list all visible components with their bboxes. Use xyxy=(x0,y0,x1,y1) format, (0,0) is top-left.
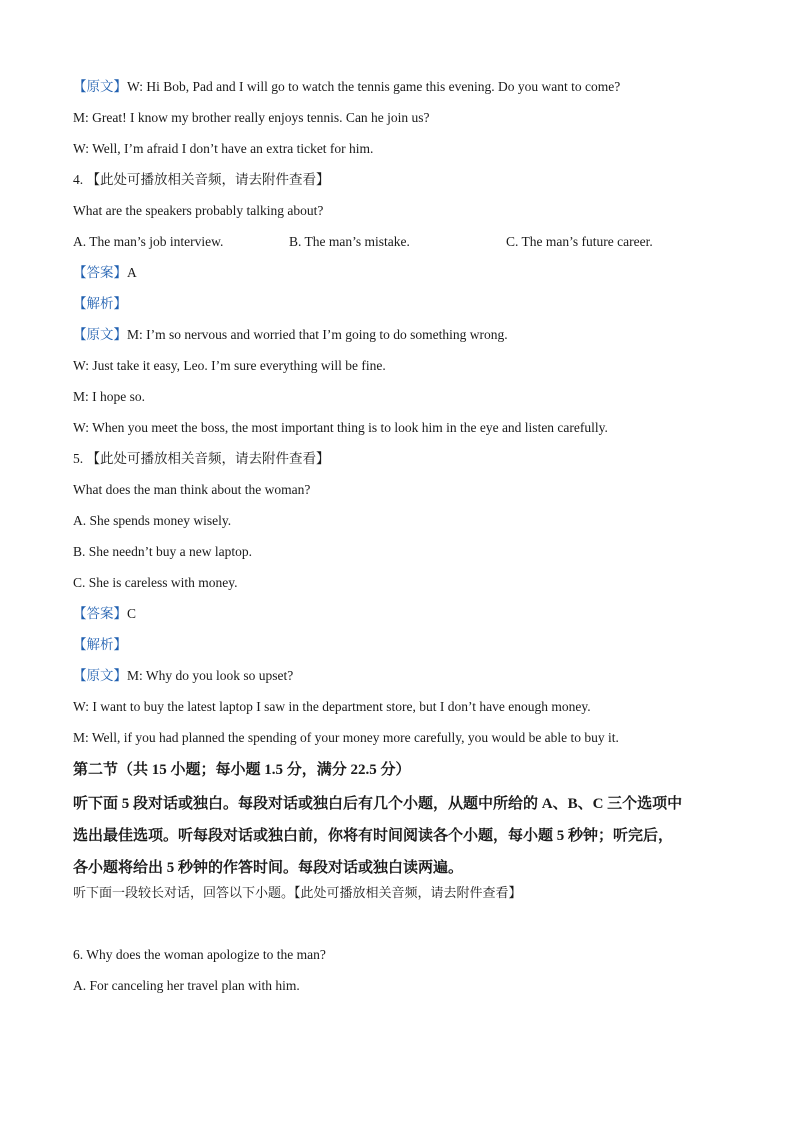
audio-link[interactable]: 4. 【此处可播放相关音频，请去附件查看】 xyxy=(73,172,330,187)
option-c: C. The man’s future career. xyxy=(506,234,653,249)
transcript-line xyxy=(73,326,733,357)
transcript-line: W: I want to buy the latest laptop I saw in the department store, but I don’t have enough money. xyxy=(73,699,591,714)
original-tag: 【原文】 xyxy=(73,79,127,94)
document-page xyxy=(73,78,733,1008)
instruction-line: 选出最佳选项。听每段对话或独白前，你将有时间阅读各个小题，每小题 5 秒钟；听完后， xyxy=(73,828,674,844)
option-a: A. The man’s job interview. xyxy=(73,234,224,249)
transcript-text: M: Why do you look so upset? xyxy=(127,668,294,683)
instruction-line: 听下面 5 段对话或独白。每段对话或独白后有几个小题，从题中所给的 A、B、C 三个选项中 xyxy=(73,796,683,812)
option-a: A. She spends money wisely. xyxy=(73,513,232,528)
transcript-line xyxy=(73,667,733,698)
transcript-line: M: Great! I know my brother really enjoys tennis. Can he join us? xyxy=(73,110,430,125)
analysis-line xyxy=(73,636,733,667)
option-b: B. She needn’t buy a new laptop. xyxy=(73,544,252,559)
question-4-text: What are the speakers probably talking about? xyxy=(73,203,324,218)
question-5-header xyxy=(73,450,733,481)
transcript-text: M: I’m so nervous and worried that I’m going to do something wrong. xyxy=(127,327,508,342)
question-5-text: What does the man think about the woman? xyxy=(73,482,311,497)
transcript-line: M: Well, if you had planned the spending of your money more carefully, you would be able to buy it. xyxy=(73,730,619,745)
answer-line xyxy=(73,264,733,295)
answer-tag: 【答案】 xyxy=(73,265,127,280)
section-title: 第二节（共 15 小题；每小题 1.5 分，满分 22.5 分） xyxy=(73,762,411,778)
option-c: C. She is careless with money. xyxy=(73,575,238,590)
answer-value: C xyxy=(127,606,137,621)
original-tag: 【原文】 xyxy=(73,668,127,683)
question-4-header xyxy=(73,171,733,202)
answer-value: A xyxy=(127,265,137,280)
question-6-text: 6. Why does the woman apologize to the man? xyxy=(73,947,326,962)
transcript-line: W: Well, I’m afraid I don’t have an extra ticket for him. xyxy=(73,141,374,156)
original-tag: 【原文】 xyxy=(73,327,127,342)
answer-line xyxy=(73,605,733,636)
section-instructions xyxy=(73,788,733,884)
option-b: B. The man’s mistake. xyxy=(289,234,410,249)
transcript-text: W: Hi Bob, Pad and I will go to watch the tennis game this evening. Do you want to come? xyxy=(127,79,621,94)
instruction-line: 各小题将给出 5 秒钟的作答时间。每段对话或独白读两遍。 xyxy=(73,860,464,876)
question-4-options xyxy=(73,233,733,264)
audio-link[interactable]: 5. 【此处可播放相关音频，请去附件查看】 xyxy=(73,451,330,466)
listening-note[interactable]: 听下面一段较长对话，回答以下小题。【此处可播放相关音频，请去附件查看】 xyxy=(73,885,522,900)
analysis-tag: 【解析】 xyxy=(73,637,127,652)
transcript-line: M: I hope so. xyxy=(73,389,145,404)
analysis-line xyxy=(73,295,733,326)
analysis-tag: 【解析】 xyxy=(73,296,127,311)
answer-tag: 【答案】 xyxy=(73,606,127,621)
transcript-line: W: Just take it easy, Leo. I’m sure everything will be fine. xyxy=(73,358,386,373)
option-a: A. For canceling her travel plan with him. xyxy=(73,978,300,993)
transcript-line xyxy=(73,78,733,109)
transcript-line: W: When you meet the boss, the most important thing is to look him in the eye and listen carefully. xyxy=(73,420,608,435)
